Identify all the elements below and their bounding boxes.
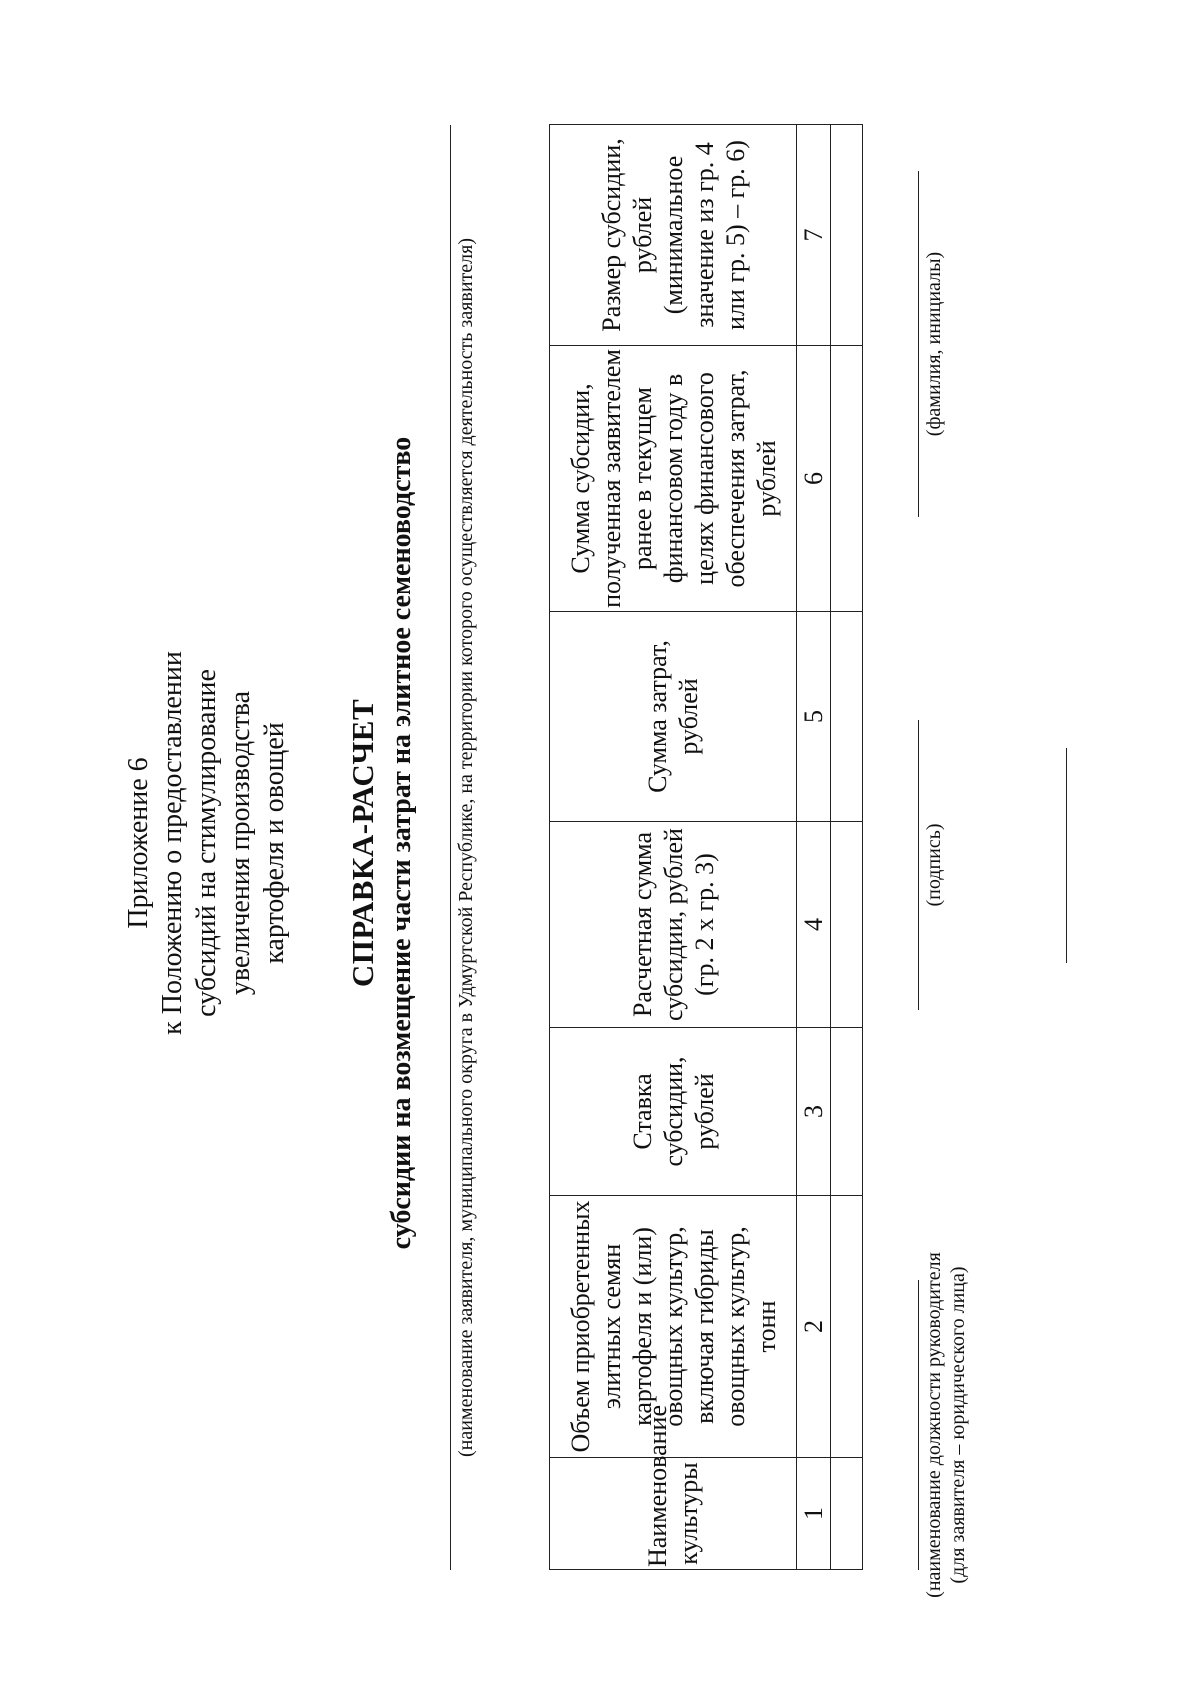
column-number-row [797,125,831,1570]
name-caption: (фамилия, инициалы) [923,251,945,437]
column-number: 4 [797,822,831,1028]
table-cell [831,125,863,346]
applicant-caption: (наименование заявителя, муниципального округа в Удмуртской Республике, на территории которого осуществляется деятельность заявителя) [455,237,477,1458]
position-caption-line: (для заявителя – юридического лица) [947,1266,969,1584]
header-cell: Размер субсидии, рублей (минимальное значение из гр. 4 или гр. 5) – гр. 6) [550,125,797,346]
column-number: 7 [797,125,831,346]
table-cell [831,612,863,822]
separator-line [1066,748,1067,963]
column-number: 6 [797,346,831,612]
appendix-reference [122,0,292,1686]
appendix-line: увеличения производства [225,690,256,996]
header-cell: Сумма субсидии, полученная заявителем ранее в текущем финансовом году в целях финансового обеспечения затрат, рублей [550,346,797,612]
document-title: СПРАВКА-РАСЧЕТ [345,698,380,988]
document-subtitle: субсидии на возмещение части затрат на элитное семеноводство [386,436,417,1250]
header-cell: Ставка субсидии, рублей [550,1028,797,1196]
appendix-line: к Положению о предоставлении [157,651,188,1035]
table-empty-row [831,125,863,1570]
header-cell: Расчетная сумма субсидии, рублей (гр. 2 х гр. 3) [550,822,797,1028]
position-caption [922,1244,970,1606]
table-cell [831,346,863,612]
applicant-name-line [450,125,451,1570]
header-cell: Объем приобретенных элитных семян картофеля и (или) овощных культур, включая гибриды овощных культур, тонн [550,1196,797,1458]
column-number: 3 [797,1028,831,1196]
column-number: 5 [797,612,831,822]
table-cell [831,1028,863,1196]
table-cell [831,1458,863,1570]
table-cell [831,822,863,1028]
column-number: 2 [797,1196,831,1458]
appendix-line: картофеля и овощей [259,722,290,964]
table-header-row [550,125,797,1570]
signature-line [918,720,919,1010]
position-caption-line: (наименование должности руководителя [923,1252,945,1598]
appendix-line: Приложение 6 [123,757,154,929]
position-signature-line [918,1280,919,1570]
signature-caption: (подпись) [923,823,945,907]
table-cell [831,1196,863,1458]
header-cell: Сумма затрат, рублей [550,612,797,822]
calculation-table [549,124,863,1570]
appendix-line: субсидий на стимулирование [191,669,222,1017]
header-cell: Наименование культуры [550,1458,797,1570]
column-number: 1 [797,1458,831,1570]
name-signature-line [918,171,919,517]
